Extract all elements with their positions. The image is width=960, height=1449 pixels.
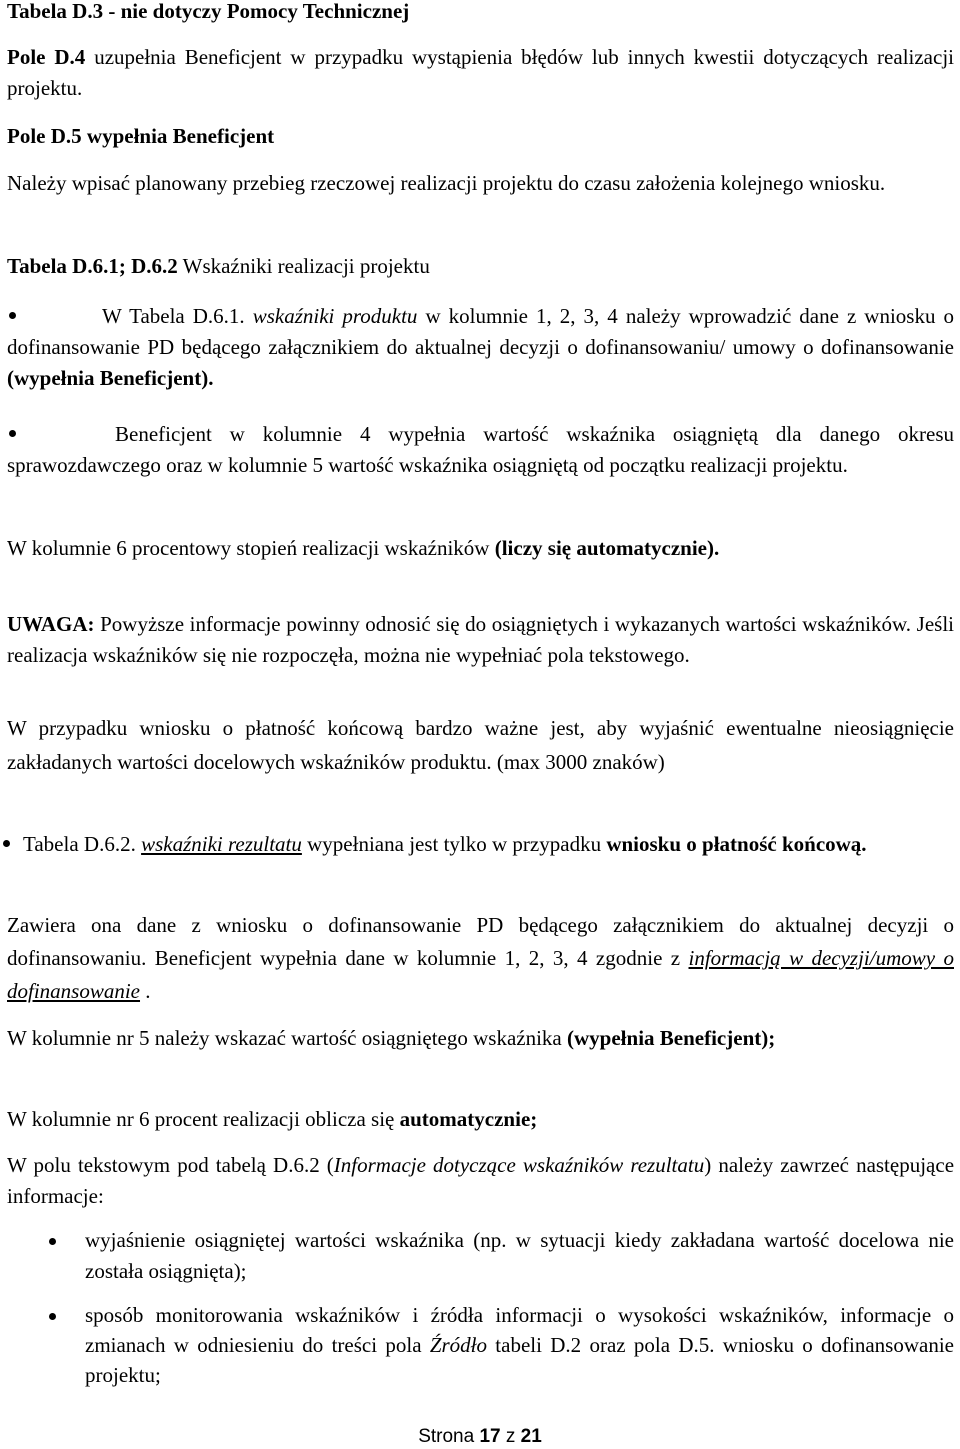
col6-bold: (liczy się automatycznie). — [494, 536, 720, 560]
zawiera-text: Zawiera ona dane z wniosku o dofinansowanie PD będącego załącznikiem do aktualnej decyzji o dofinansowaniu. Beneficjent wypełnia dane w kolumnie 1, 2, 3, 4 zgodnie z — [7, 913, 954, 970]
heading-d3-text: Tabela D.3 - nie dotyczy Pomocy Technicznej — [7, 0, 410, 23]
d5-bold: wypełnia Beneficjent — [81, 124, 275, 148]
col6b-bold: automatycznie; — [399, 1107, 538, 1131]
b2-text: Beneficjent w kolumnie 4 wypełnia wartość wskaźnika osiągniętą dla danego okresu sprawozdawczego oraz w kolumnie 5 wartość wskaźnika osiągniętą od początku realizacji projektu. — [7, 422, 954, 477]
d4-text: uzupełnia Beneficjent w przypadku wystąpienia błędów lub innych kwestii dotyczących realizacji projektu. — [7, 45, 954, 100]
para-col6 — [7, 533, 954, 564]
heading-d6-rest: Wskaźniki realizacji projektu — [177, 254, 430, 278]
uwaga-text: Powyższe informacje powinny odnosić się do osiągniętych i wykazanych wartości wskaźników. Jeśli realizacja wskaźników się nie rozpoczęła, można nie wypełniać pola tekstowego. — [7, 612, 954, 667]
li2-a: sposób monitorowania wskaźników i źródła informacji o wysokości wskaźników, informacje o zmianach w odniesieniu do treści pola — [85, 1303, 954, 1357]
heading-d3 — [7, 0, 954, 27]
b1-italic: wskaźniki produktu — [252, 304, 418, 328]
para-final-payment — [7, 711, 954, 779]
para-col5 — [7, 1023, 954, 1054]
d4-label: Pole D.4 — [7, 45, 86, 69]
col6b-text: W kolumnie nr 6 procent realizacji oblicza się — [7, 1107, 400, 1131]
bullet-item-d62 — [7, 829, 954, 860]
polu-italic: Informacje dotyczące wskaźników rezultatu — [333, 1153, 705, 1177]
para-uwaga — [7, 609, 954, 671]
bullet-item-d61 — [7, 301, 954, 394]
d5-text: Należy wpisać planowany przebieg rzeczowej realizacji projektu do czasu założenia kolejnego wniosku. — [7, 171, 886, 195]
b1-b: w kolumnie 1, 2, 3, 4 należy wprowadzić dane z wniosku o dofinansowanie PD będącego załącznikiem do aktualnej decyzji o dofinansowaniu/ umowy o dofinansowanie — [7, 304, 954, 359]
col5-bold: (wypełnia Beneficjent); — [567, 1026, 776, 1050]
bullet-item-col4 — [7, 419, 954, 481]
b3-a: Tabela D.6.2. — [23, 832, 142, 856]
para-text-field — [7, 1150, 954, 1212]
section-d5-title — [7, 121, 954, 152]
b3-italic: wskaźniki rezultatu — [141, 832, 302, 856]
polu-b: ) należy zawrzeć następujące informacje: — [7, 1153, 955, 1208]
uwaga-label: UWAGA: — [7, 612, 95, 636]
b1-bold: (wypełnia Beneficjent). — [7, 366, 214, 390]
footer-page-total: 21 — [520, 1426, 542, 1447]
footer-of: z — [500, 1426, 521, 1447]
heading-d6-bold: Tabela D.6.1; D.6.2 — [7, 254, 178, 278]
b1-a: W Tabela D.6.1. — [102, 304, 253, 328]
section-d5-text — [7, 168, 954, 199]
zawiera-italic: informacją w decyzji/umowy o dofinansowanie — [7, 946, 954, 1003]
para-zawiera — [7, 909, 954, 1008]
zawiera-end: . — [140, 979, 151, 1003]
para-col6b — [7, 1104, 954, 1135]
li1-text: wyjaśnienie osiągniętej wartości wskaźnika (np. w sytuacji kiedy zakładana wartość docelowa nie została osiągnięta); — [85, 1228, 954, 1283]
b3-bold: wniosku o płatność końcową. — [606, 832, 867, 856]
li2-b: tabeli D.2 oraz pola D.5. wniosku o dofinansowanie projektu; — [85, 1333, 954, 1387]
li2-italic: Źródło — [429, 1333, 488, 1357]
section-d4 — [7, 42, 954, 104]
bullet-icon — [49, 1238, 56, 1245]
col5-text: W kolumnie nr 5 należy wskazać wartość osiągniętego wskaźnika — [7, 1026, 568, 1050]
polu-a: W polu tekstowym pod tabelą D.6.2 ( — [7, 1153, 334, 1177]
list-item — [85, 1225, 954, 1287]
d5-label: Pole D.5 — [7, 124, 82, 148]
b3-b: wypełniana jest tylko w przypadku — [301, 832, 607, 856]
col6-text: W kolumnie 6 procentowy stopień realizacji wskaźników — [7, 536, 495, 560]
bullet-icon — [49, 1313, 56, 1320]
page-footer — [0, 1425, 960, 1449]
footer-prefix: Strona — [418, 1426, 480, 1447]
list-item — [85, 1300, 954, 1390]
footer-page-number: 17 — [479, 1426, 501, 1447]
final-text: W przypadku wniosku o płatność końcową bardzo ważne jest, aby wyjaśnić ewentualne nieosiągnięcie zakładanych wartości docelowych wskaźników produktu. (max 3000 znaków) — [7, 716, 954, 774]
heading-d6 — [7, 251, 954, 282]
